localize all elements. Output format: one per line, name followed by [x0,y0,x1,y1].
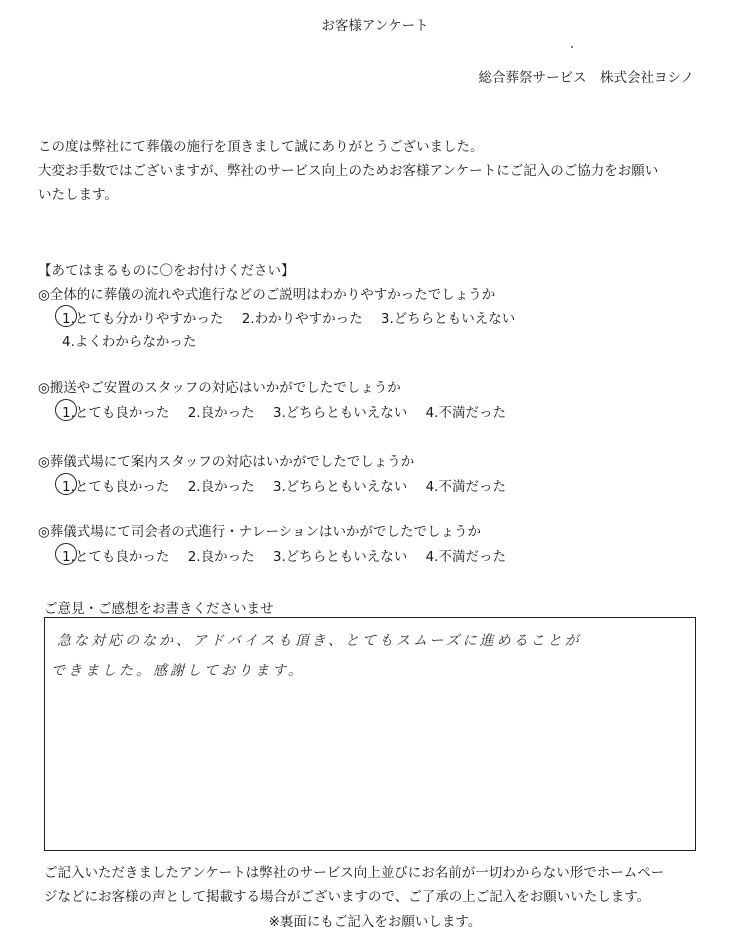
question-3: ◎葬儀式場にて案内スタッフの対応はいかがでしたでしょうか [38,454,415,470]
page-title: お客様アンケート [321,18,429,34]
q3-option-1[interactable]: 1.とても良かった [62,475,169,495]
question-3-options [62,475,520,495]
intro-line-1: この度は弊社にて葬儀の施行を頂きまして誠にありがとうございました。 [38,139,484,155]
q4-option-3[interactable]: 3.どちらともいえない [272,549,408,565]
footer-text [44,861,664,909]
q2-option-2[interactable]: 2.良かった [187,405,255,421]
q3-option-3[interactable]: 3.どちらともいえない [272,479,408,495]
intro-line-3: いたします。 [38,187,118,203]
question-2-options [62,401,520,421]
q3-option-4[interactable]: 4.不満だった [425,479,506,495]
q1-option-4[interactable]: 4.よくわからなかった [62,334,197,350]
intro-text [38,135,658,207]
question-2: ◎搬送やご安置のスタッフの対応はいかがでしたでしょうか [38,380,401,396]
q2-option-4[interactable]: 4.不満だった [425,405,506,421]
question-4-options [62,545,520,565]
footer-line-2: ジなどにお客様の声として掲載する場合がございますので、ご了承の上ご記入をお願いいたします。 [44,889,651,905]
question-4: ◎葬儀式場にて司会者の式進行・ナレーションはいかがでしたでしょうか [38,524,481,540]
q1-option-1[interactable]: 1.とても分かりやすかった [62,307,223,327]
footer-line-1: ご記入いただきましたアンケートは弊社のサービス向上並びにお名前が一切わからない形でホームペー [44,865,665,881]
comment-handwriting-line-2: できました。感謝しております。 [51,663,305,679]
footer-note: ※裏面にもご記入をお願いします。 [268,914,482,930]
q1-option-2[interactable]: 2.わかりやすかった [241,311,363,327]
company-name: 総合葬祭サービス 株式会社ヨシノ [478,70,694,86]
comments-label: ご意見・ご感想をお書きくださいませ [44,601,274,617]
q1-option-3[interactable]: 3.どちらともいえない [380,311,516,327]
question-1-options-row2 [62,330,210,350]
comment-box[interactable] [44,617,696,851]
q4-option-1[interactable]: 1.とても良かった [62,545,169,565]
question-1: ◎全体的に葬儀の流れや式進行などのご説明はわかりやすかったでしょうか [38,287,496,303]
q2-option-1[interactable]: 1.とても良かった [62,401,169,421]
instruction: 【あてはまるものに〇をお付けください】 [38,263,295,279]
question-1-options [62,307,529,327]
q2-option-3[interactable]: 3.どちらともいえない [272,405,408,421]
scan-speck [571,46,573,48]
q4-option-4[interactable]: 4.不満だった [425,549,506,565]
q3-option-2[interactable]: 2.良かった [187,479,255,495]
comment-handwriting-line-1: 急な対応のなか、アドバイスも頂き、とてもスムーズに進めることが [57,633,582,649]
intro-line-2: 大変お手数ではございますが、弊社のサービス向上のためお客様アンケートにご記入のご協力をお願い [38,163,659,179]
q4-option-2[interactable]: 2.良かった [187,549,255,565]
